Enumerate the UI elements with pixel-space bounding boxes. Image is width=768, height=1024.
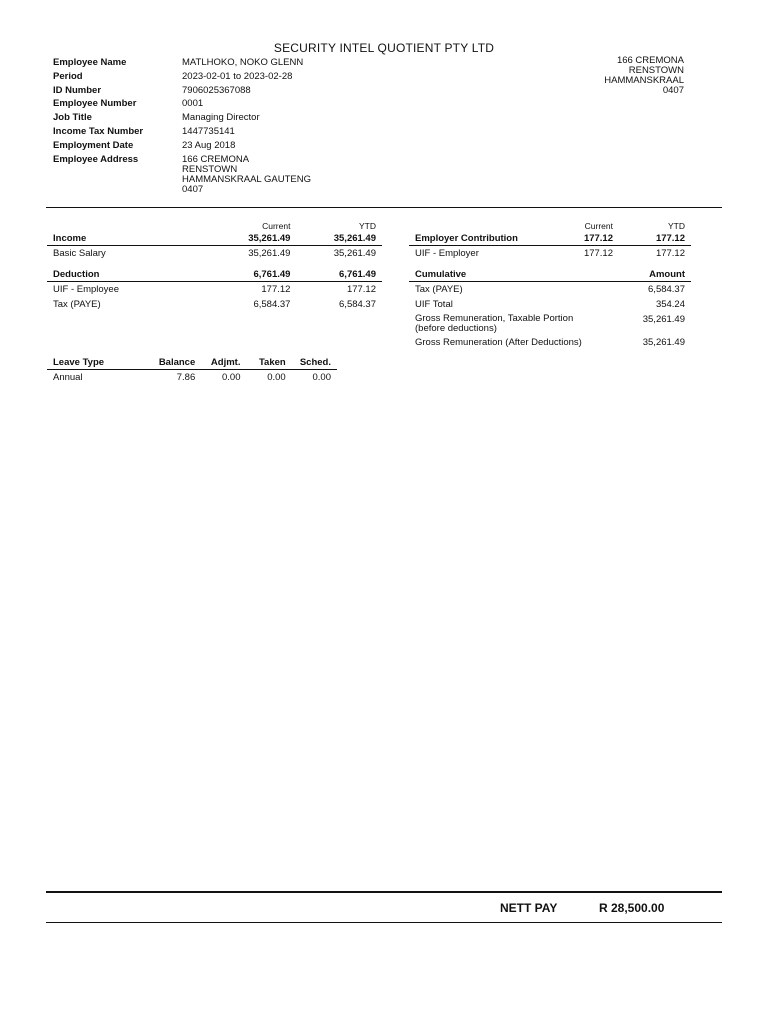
row-current: 35,261.49 xyxy=(248,248,291,259)
field-label: Job Title xyxy=(53,112,92,124)
column-header-current: Current xyxy=(262,220,291,231)
earnings-deductions-table xyxy=(47,219,382,312)
leave-table xyxy=(47,356,337,385)
row-label: Gross Remuneration (After Deductions) xyxy=(415,337,582,348)
table-row xyxy=(409,282,691,298)
field-label: Employee Name xyxy=(53,57,127,68)
row-ytd: 6,584.37 xyxy=(339,299,376,310)
table-row xyxy=(47,297,382,312)
row-ytd: 177.12 xyxy=(655,248,685,259)
leave-header-row xyxy=(47,356,337,370)
row-current: 6,584.37 xyxy=(253,299,291,310)
leave-taken: 0.00 xyxy=(267,372,286,383)
leave-adjmt: 0.00 xyxy=(221,372,241,383)
table-header-row xyxy=(47,219,382,232)
leave-type-header: Leave Type xyxy=(47,356,142,370)
leave-taken-header: Taken xyxy=(246,356,291,370)
nett-pay-label: NETT PAY xyxy=(500,901,558,915)
table-row xyxy=(47,246,382,262)
row-label: Tax (PAYE) xyxy=(53,299,101,310)
header-divider xyxy=(46,207,722,208)
leave-sched: 0.00 xyxy=(312,372,331,383)
income-ytd: 35,261.49 xyxy=(296,232,382,246)
leave-balance-header: Balance xyxy=(142,356,202,370)
table-row xyxy=(409,312,691,335)
employer-contribution-header-row xyxy=(409,232,691,246)
field-label: Employment Date xyxy=(53,139,134,151)
income-tax-number-value: 1447735141 xyxy=(182,125,235,137)
income-label: Income xyxy=(47,232,215,246)
job-title-value: Managing Director xyxy=(182,112,260,124)
row-label: UIF Total xyxy=(415,299,453,310)
row-label: UIF - Employee xyxy=(53,284,119,295)
employer-contribution-ytd: 177.12 xyxy=(619,232,691,246)
deduction-current: 6,761.49 xyxy=(215,268,296,282)
nett-pay-amount: R 28,500.00 xyxy=(599,901,665,915)
employer-contribution-current: 177.12 xyxy=(555,232,619,246)
company-address-line: 0407 xyxy=(662,85,684,96)
deduction-label: Deduction xyxy=(47,268,215,282)
employer-contribution-label: Employer Contribution xyxy=(409,232,555,246)
table-header-row xyxy=(409,219,691,232)
row-label: Basic Salary xyxy=(53,248,106,259)
column-header-ytd: YTD xyxy=(359,220,376,231)
company-address xyxy=(604,56,684,96)
employee-name-value: MATLHOKO, NOKO GLENN xyxy=(182,57,304,68)
footer-top-divider xyxy=(46,891,722,893)
row-amount: 6,584.37 xyxy=(648,284,685,295)
period-value: 2023-02-01 to 2023-02-28 xyxy=(182,70,293,82)
row-amount: 35,261.49 xyxy=(642,314,685,325)
footer-bottom-divider xyxy=(46,922,722,923)
employer-cumulative-table xyxy=(409,219,691,350)
employee-info-labels xyxy=(53,56,143,166)
company-name: SECURITY INTEL QUOTIENT PTY LTD xyxy=(273,41,495,55)
employee-number-value: 0001 xyxy=(182,98,204,110)
amount-header: Amount xyxy=(619,268,691,282)
cumulative-label: Cumulative xyxy=(409,268,619,282)
employee-address-line: 0407 xyxy=(182,183,204,195)
leave-adjmt-header: Adjmt. xyxy=(201,356,246,370)
row-label: Tax (PAYE) xyxy=(415,284,463,295)
employee-address-value xyxy=(182,153,311,195)
leave-type: Annual xyxy=(53,372,83,383)
company-address-line: 166 CREMONA xyxy=(616,55,684,66)
table-row xyxy=(409,335,691,350)
employee-info-values xyxy=(182,56,311,195)
row-label: UIF - Employer xyxy=(415,248,479,259)
row-label-line: (before deductions) xyxy=(415,322,497,334)
row-current: 177.12 xyxy=(261,284,291,295)
table-row xyxy=(409,297,691,312)
leave-balance: 7.86 xyxy=(176,372,196,383)
row-ytd: 35,261.49 xyxy=(333,248,376,259)
column-header-ytd: YTD xyxy=(668,220,685,231)
column-header-current: Current xyxy=(584,220,613,231)
field-label: Employee Number xyxy=(53,98,137,110)
deduction-header-row xyxy=(47,268,382,282)
field-label: Employee Address xyxy=(53,153,139,165)
employee-address-line: 166 CREMONA xyxy=(182,153,250,165)
employment-date-value: 23 Aug 2018 xyxy=(182,139,236,151)
row-ytd: 177.12 xyxy=(346,284,376,295)
id-number-value: 7906025367088 xyxy=(182,84,251,96)
leave-sched-header: Sched. xyxy=(292,356,337,370)
row-amount: 35,261.49 xyxy=(642,337,685,348)
cumulative-header-row xyxy=(409,268,691,282)
employee-address-line: RENSTOWN xyxy=(182,163,238,175)
table-row xyxy=(47,282,382,298)
deduction-ytd: 6,761.49 xyxy=(296,268,382,282)
field-label: ID Number xyxy=(53,84,102,96)
company-address-line: RENSTOWN xyxy=(628,65,684,76)
income-current: 35,261.49 xyxy=(215,232,296,246)
employee-address-line: HAMMANSKRAAL GAUTENG xyxy=(182,173,311,185)
field-label: Period xyxy=(53,70,83,82)
row-amount: 354.24 xyxy=(655,299,685,310)
income-header-row xyxy=(47,232,382,246)
field-label: Income Tax Number xyxy=(53,125,144,137)
company-address-line: HAMMANSKRAAL xyxy=(604,75,684,86)
table-row xyxy=(409,246,691,262)
row-label-line: Gross Remuneration, Taxable Portion xyxy=(415,313,574,324)
table-row xyxy=(47,370,337,386)
row-current: 177.12 xyxy=(583,248,613,259)
row-label xyxy=(409,312,619,335)
